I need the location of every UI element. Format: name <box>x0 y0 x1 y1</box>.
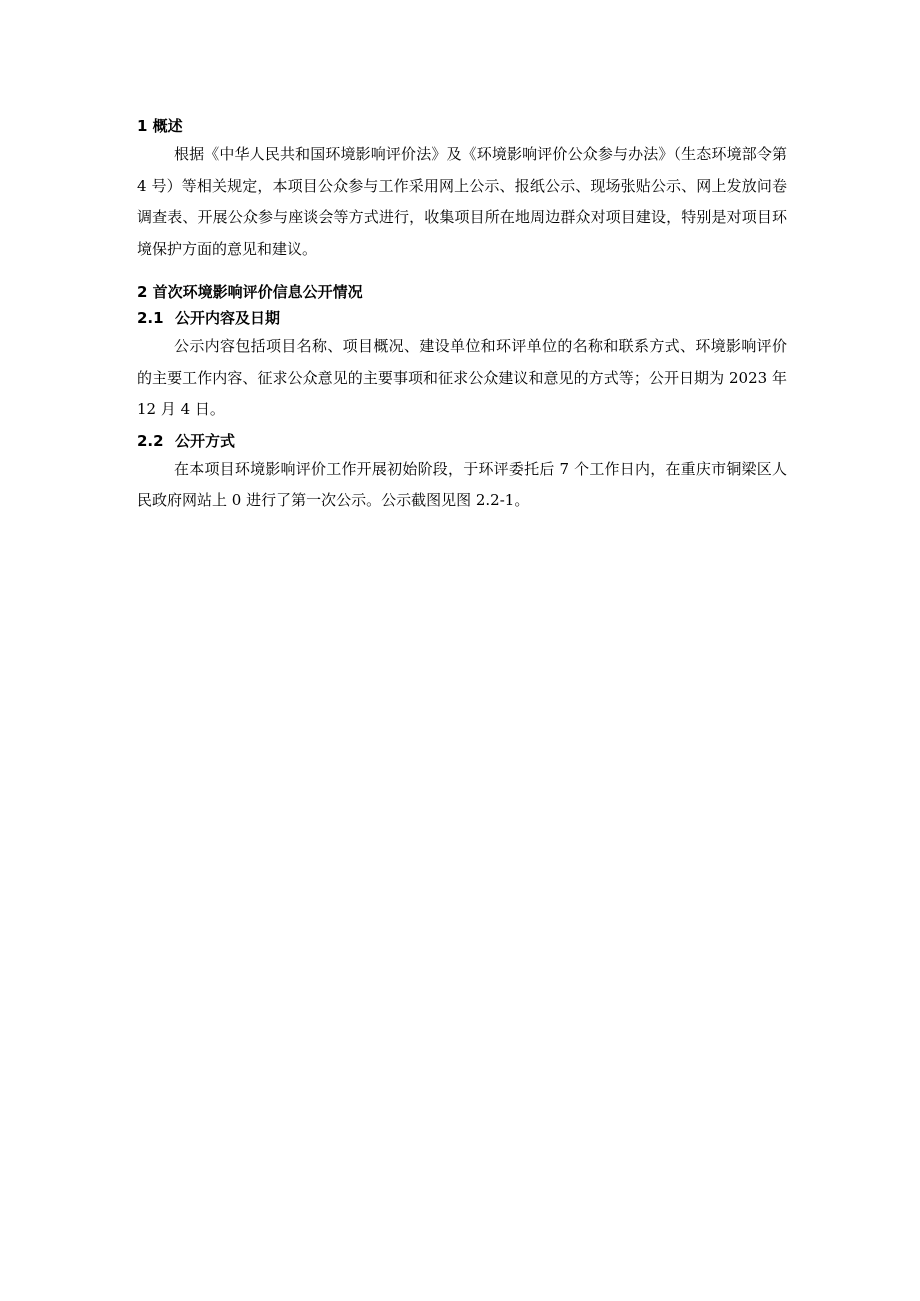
subsection-2-1-number: 2.1 <box>137 309 164 327</box>
subsection-2-1-heading <box>137 307 787 329</box>
subsection-2-1-paragraph: 公示内容包括项目名称、项目概况、建设单位和环评单位的名称和联系方式、环境影响评价的主要工作内容、征求公众意见的主要事项和征求公众建议和意见的方式等；公开日期为 2023 年 12 月 4 日。 <box>137 337 787 418</box>
section-1-paragraph: 根据《中华人民共和国环境影响评价法》及《环境影响评价公众参与办法》（生态环境部令第 4 号）等相关规定，本项目公众参与工作采用网上公示、报纸公示、现场张贴公示、网上发放问卷调查表、开展公众参与座谈会等方式进行，收集项目所在地周边群众对项目建设，特别是对项目环境保护方面的意见和建议。 <box>137 145 787 258</box>
subsection-2-2-number: 2.2 <box>137 431 164 450</box>
document-page <box>137 115 787 517</box>
subsection-2-2-paragraph: 在本项目环境影响评价工作开展初始阶段，于环评委托后 7 个工作日内，在重庆市铜梁区人民政府网站上 0 进行了第一次公示。公示截图见图 2.2-1。 <box>137 459 787 509</box>
subsection-2-1-title: 公开内容及日期 <box>175 309 281 327</box>
section-1-heading: 1 概述 <box>137 117 183 135</box>
section-2-heading: 2 首次环境影响评价信息公开情况 <box>137 283 363 301</box>
subsection-2-2-heading <box>137 430 787 452</box>
subsection-2-2-title: 公开方式 <box>175 431 236 450</box>
